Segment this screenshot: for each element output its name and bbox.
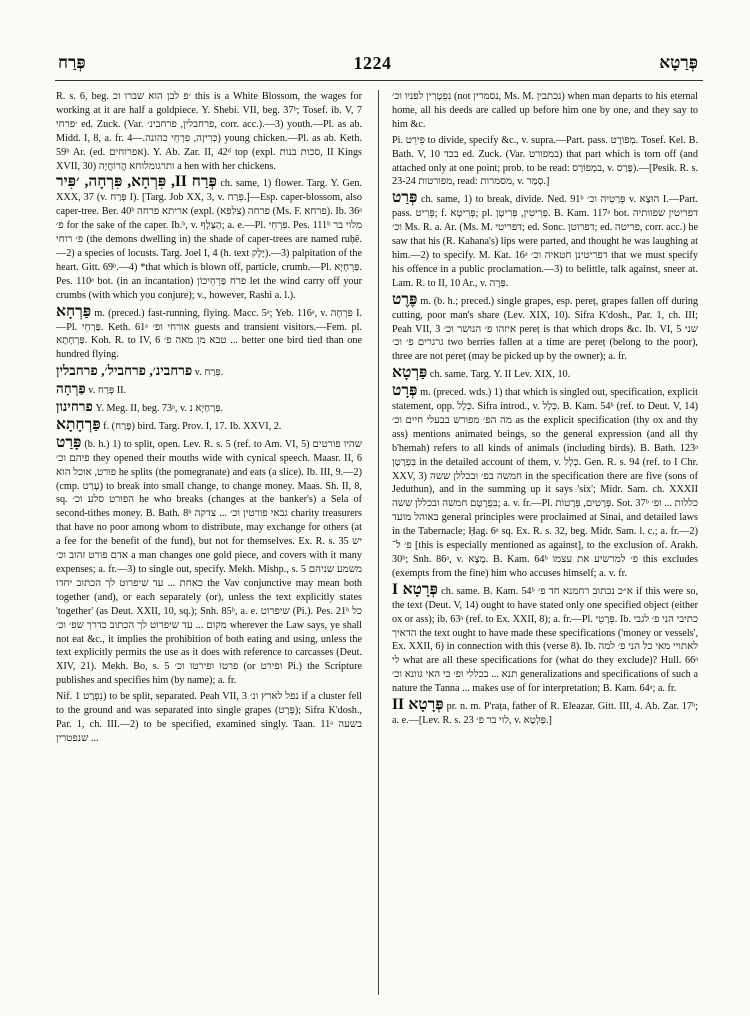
entry-text: v. פְּרַח.	[194, 367, 224, 379]
entry-text: נִפְטָרִין לפניו וכ׳ (not נסמרין, Ms. M. נכתבין) when man departs to his eternal home, all his deeds are called up before him one by one, and they say to him &c.	[392, 91, 698, 130]
entry	[56, 433, 362, 688]
entry-text: pr. n. m. P'raṭa, father of R. Eleazar. Gitt. III, 4. Ab. Zar. 17ᵇ; a. e.—[Lev. R. s. 23 לוי בר פ׳, v. פַּלְטָא.]	[392, 701, 698, 726]
entry-text: m. (b. h.; preced.) single grapes, esp. pereṭ, grapes fallen off during cutting, poor man's share (Lev. XIX, 10). Sifra K'dosh., Par. 1, ch. III; Peah VII, 3 איזהו פ׳ הנושר וכ׳ pereṭ is that which drops &c. Ib. VI, 5 שני גרגרים פ׳ וכ׳ two berries fallen at a time are pereṭ (belong to the poor), three are not pereṭ (may be picked up by the owner); a. fr.	[392, 295, 698, 363]
entry-headword: פְּרַט	[392, 189, 418, 207]
entry-text: f. (פָּרַח) bird. Targ. Prov. I, 17. Ib. XXVI, 2.	[103, 420, 282, 432]
entry-headword: פְּרָטָא I	[392, 580, 438, 598]
entry-headword: פַּרְטָא	[392, 364, 428, 382]
entry	[392, 290, 698, 365]
entry	[56, 382, 362, 398]
left-running-headword: פְּרַח	[58, 53, 86, 72]
entry-text: R. s. 6, beg. ׳פ לבן הוא שברו וכ this is a White Blossom, the wages for working at it are half a goldpiece. Y. Shebi. VII, beg. 37ᵇ; Tosef. ib. V, 7 ׳פרחי ed. Zuck. (Var. פרחבלין, פרחבינ׳, corr. acc.).—3) youth.—Pl. as ab. Midd. I, 8, a. fr. כְּרִיזָה, פִרְחֵי כהונה.—4) young chicken.—Pl. as ab. Keth. 59ᵇ Ar. (ed. אפרוחים). Y. Ab. Zar. II, 42ᵈ top (expl. סכות בנות, II Kings XVII, 30) ותרגומלוחא הֲרוֹחֲיָה a hen with her chickens.	[56, 91, 362, 172]
entry	[56, 400, 362, 416]
entry-headword: פֶּרֶט	[392, 290, 418, 308]
entry-headword: פרחינון	[56, 399, 93, 415]
entry	[392, 90, 698, 132]
page-header	[58, 50, 698, 76]
entry	[392, 580, 698, 696]
entry-headword: פְּרָטָא II	[392, 696, 444, 714]
left-column	[56, 90, 362, 995]
entry-headword: פַּרְחָתָא	[56, 415, 101, 433]
entry-text: Pi. פֵּירֵט to divide, specify &c., v. supra.—Part. pass. מְפוֹרָט. Tosef. Kel. B. Bath. V, 10 בכד ed. Zuck. (Var. במפורט) that part which is torn off (and attached only at one point; prob. to be read: במְפוֹרָס, v. פָּרַס).—[Pesik. R. s. 23-24 מפורטות, read: מסמרות, v. סְמַר.]	[392, 134, 698, 188]
entry-text: ch. same. B. Kam. 54ᵇ א״כ נכתוב רחמנא חד פ׳ if this were so, the text (Deut. V, 14) ought to have stated only one specified object (either ox or ass); ib. 63ᵃ (ref. to Ex. XXII, 8); a. fr.—Pl. פְּרָטֵי. Ib. כתיבי הני פ׳ לגבי הדאיך the text ought to have made these specifications ('money or vessels', Ex. XXII, 6) in connection with this (verse 8). Ib. לאתויי מאי כל הני פ׳ למה לי what are all these specifications for (what do they exclude)? Hull. 66ᵃ תנא ... בכללי ופ׳ כי האי גוונא וכ׳ generalizations and specifications of such a nature the Tanna ... makes use of for interpretation; B. Kam. 64ᵃ; a. fr.	[392, 585, 698, 695]
entry-headword: פָּרַט	[56, 433, 82, 451]
entry-text: v. פְּרַח II.	[88, 385, 127, 397]
entry	[56, 90, 362, 173]
page-number: 1224	[353, 52, 392, 73]
entry	[56, 302, 362, 363]
entry	[56, 364, 362, 380]
entry	[56, 175, 362, 302]
entry-text: m. (preced. wds.) 1) that which is singled out, specification, explicit statement, opp. כְּלָל. Sifra introd., v. כְּלָל. B. Kam. 54ᵇ (ref. to Deut. V, 14) מה הפ׳ מפורש בבעלי חיים וכ׳ as the explicit specification (thy ox and thy ass) mentions animated beings, so the general expression (and all thy b'hemah) refers to all kinds of animals (including birds). B. Bath. 123ᵃ בִּפְרָטָן in the detailed account of them, v. כְּלָל. Gen. R. s. 94 (ref. to I Chr. XXV, 3) חמשה בפ׳ ובכללן ששה in the specification there are five (sons of Jeduthun), and in the summing up it says 'six'; Midr. Sam. ch. XXXII בִּפְרָטָם חמשה ובכללן ששה; a. v. fr.—Pl. פְּרָטִים, פְּרָטוֹת. Sot. 37ᵇ כללות ... ופ׳ באוהל מועד general principles were proclaimed at Sinai, and detailed laws in the Tabernacle; Ḥag. 6ᵃ sq. Ex. R. s. 32, beg. Midr. Sam. l. c.; a. fr.—2) פ׳ ל־ [this is especially mentioned as against], to the exclusion of. Arakh. 30ᵇ; Snh. 86ᵃ, v. מָצָא. B. Kam. 64ᵇ פ׳ למרשיע את עצמו this excludes (exempts from the fine) him who accuses himself; a. v. fr.	[392, 387, 698, 579]
entry	[56, 415, 362, 434]
entry	[392, 384, 698, 581]
entry	[392, 366, 698, 382]
entry-headword: פְּרַח II, פִּרְחָא, פִּרְחָה, ׳פִּיר	[56, 173, 217, 191]
entry	[392, 134, 698, 190]
entry-headword: פַּרְחָא	[56, 302, 92, 320]
entry-text: (b. h.) 1) to split, open. Lev. R. s. 5 (ref. to Am. VI, 5) שהיו פורטים פיהם וכ׳ they opened their mouths wide with cynical speech. Maasr. II, 6 פורט, אוכל הוא he splits (the pomegranate) and eats (a slice). Ib. III, 9.—2) (cmp. עָרַט) to break into small change, to change money. Maas. Sh. II, 8, sq. הפורט סלע וכ׳ he who breaks (changes at the banker's) a Sela of second-tithes money. B. Bath. 8ᵇ גבאי פורטין וכ׳ ... צדקה charity treasurers that have no poor among whom to distribute, may exchange for others (at a fee for the benefit of the fund), but not for themselves. Ex. R. s. 35 יש אדם פורט זהוב וכ׳ a man changes one gold piece, and covers with it many expenses; a. fr.—3) to single out, specify. Mekh. Mishp., s. 5 משמע שניהם כאחת ... עד שיפרוט לך הכתוב יחדו the Vav conjunctive may mean both together (and), or each separately (or), unless the text explicitly states 'together' (as Deut. XXII, 10, sq.); Snh. 85ᵇ, a. e. שיפרוט (Pi.). Pes. 21ᵇ כל מקום ... עד שיפרוט לך הכתוב כדרך שפ׳ וכ׳ wherever the Law says, ye shall not eat &c., it implies the prohibition of both eating and using, unless the text explicitly permits the use as it does with reference to carcasses (Deut. XIV, 21). Mekh. Bo, s. 5 פרטו ופירטו וכ׳ (or ופירט Pi.) the Scripture publishes and specifies him (by name); a. fr.	[56, 438, 362, 687]
entry-headword: פְּרָט	[392, 382, 418, 400]
entry-headword: פרחבינ׳, פרחביל׳, פרחבלין	[56, 363, 193, 379]
entry-text: m. (preced.) fast-running, flying. Macc. 5ᵃ; Yeb. 116ᵃ, v. פִּרְחָה I.—Pl. פַּרְחֵי. Keth. 61ᵃ אורחי ופ׳ guests and transient visitors.—Fem. pl. פַּרְחָתָא. Koh. R. to IV, 6 טבא מן מאה פ׳ ... better one bird tied than one hundred flying.	[56, 307, 362, 361]
right-column	[392, 90, 698, 995]
entry-text: ch. same. Targ. Y. II Lev. XIX, 10.	[429, 369, 571, 381]
right-running-headword: פְּרַטָא	[659, 53, 698, 72]
entry	[56, 690, 362, 746]
entry-text: Y. Meg. II, beg. 73ᵃ, v. פַּרְחַיָא נ.	[95, 403, 224, 415]
entry-text: ch. same, 1) flower. Targ. Y. Gen. XXX, 37 (v. פְּרַח I). [Targ. Job XX, 3, v. פְּרַח.]—Esp. caper-blossom, also caper-tree. Ber. 40ᵇ אריתא פרחה (expl. פרחה (צלפא) (Ms. F. פרחא). Ib. 36ᵃ פ׳ for the sake of the caper. Ib.ᵇ, v. הַצְּלָף; a. e.—Pl. פִּרְחֵי. Pes. 111ᵇ מלוי בר פ׳ רוחי (the demons dwelling in) the shade of caper-trees are named ruḥê.—2) a species of locusts. Targ. Joel I, 4 (h. text יֶלֶק).—3) palpitation of the heart. Gitt. 69ᵇ.—4) *that which is blown off, particle, crumb.—Pl. פַּרְחָיָא. Pes. 110ᵃ bot. (in an incantation) פרח פַּרְחֵיכוֹן let the wind carry off your crumbs (with which you conjure); v., however, Rashi a. l.).	[56, 178, 362, 301]
entry-headword: פַּרְחָה	[56, 381, 86, 397]
entry-text: Nif. נִפְרַט 1) to be split, separated. Peah VII, 3 נפל לארץ ונ׳ if a cluster fell to the ground and was separated into single grapes (פְּרָט); Sifra K'dosh., Par. 1, ch. III.—2) to be specified, examined singly. Taan. 11ᵃ בשעה שנפטרין ...	[56, 691, 362, 744]
entry	[392, 191, 698, 290]
column-divider	[378, 90, 379, 995]
header-rule	[55, 80, 703, 81]
columns	[56, 90, 704, 995]
entry	[392, 698, 698, 728]
entry-text: ch. same, 1) to break, divide. Ned. 91ᵇ פְּרַטְיה וכ׳ v. הוּצָא I.—Part. pass. פְּרִיט; f. פְּרִיטָא; pl. פְּרִיטִין, פְּרִיטָן. B. Kam. 117ᵃ bot. דפריטין שפוותיה וכ׳ Ms. R. a. Ar. (Ms. M. דפריטי; ed. Sonc. דפרוטן; ed. פריטה, corr. acc.) he saw that his (R. Kahana's) lips were parted, and thought he was laughing at him.—2) to specify. M. Kat. 16ᵃ דפריטינן חטאיה וכ׳ that we must specify his offence in a public proclamation.—3) to belittle, talk against, sneer at. Lam. R. to II, 10 Ar., v. פְּרָה.	[392, 194, 698, 289]
